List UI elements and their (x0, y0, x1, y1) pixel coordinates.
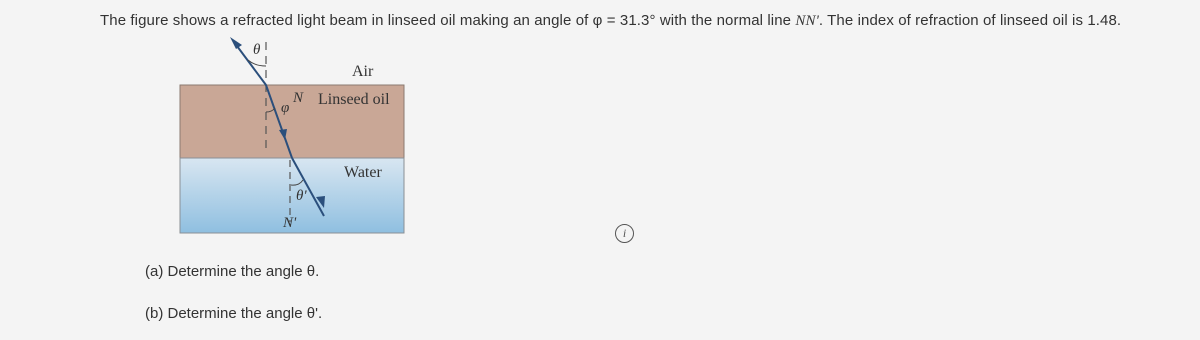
theta-prime-label: θ' (296, 188, 307, 204)
water-label: Water (344, 164, 382, 181)
question-b: (b) Determine the angle θ'. (145, 305, 323, 322)
air-label: Air (352, 63, 374, 80)
linseed-oil-label: Linseed oil (318, 91, 390, 108)
phi-label: φ (281, 100, 290, 116)
normal-line-label: NN' (795, 13, 819, 29)
incident-ray-arrowhead (230, 37, 242, 49)
info-icon[interactable]: i (615, 224, 634, 243)
n-prime-label: N' (283, 215, 297, 231)
problem-tail: . The index of refraction of linseed oil is 1.48. (818, 12, 1122, 29)
n-label: N (293, 90, 304, 106)
question-a: (a) Determine the angle θ. (145, 263, 320, 280)
incident-ray (234, 42, 266, 85)
theta-label: θ (253, 42, 261, 58)
problem-lead: The figure shows a refracted light beam in linseed oil making an angle of φ = 31.3° with the normal line (100, 12, 796, 29)
